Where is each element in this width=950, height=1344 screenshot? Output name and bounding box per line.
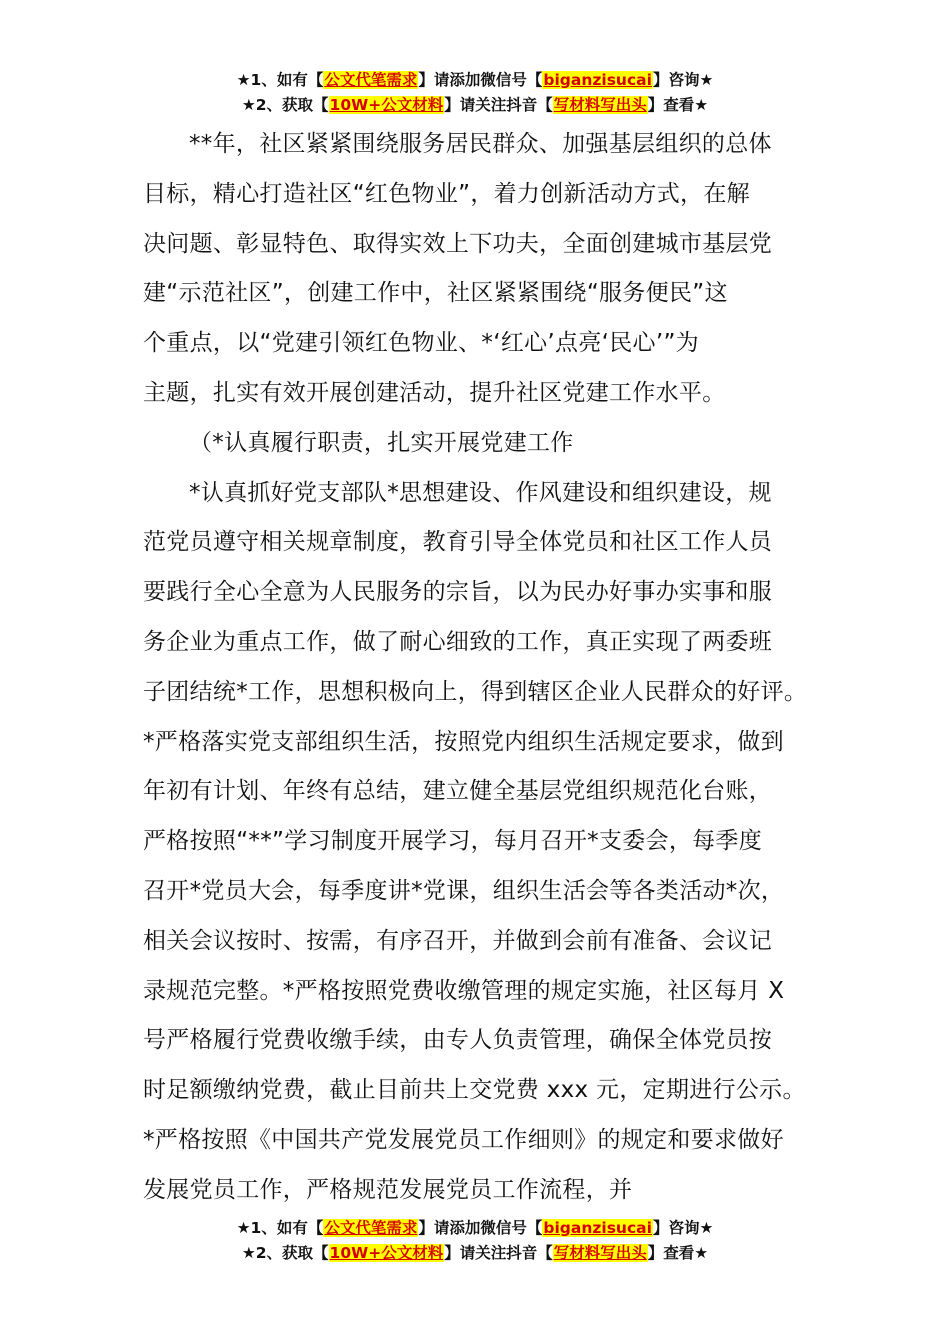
banner-text: ★1、如有【: [236, 1219, 324, 1237]
footer-banner: [0, 1216, 950, 1266]
highlight-materials: 10W+公文材料: [329, 96, 444, 114]
banner-text: 】查看★: [647, 96, 709, 114]
body-line: 范党员遵守相关规章制度，教育引导全体党员和社区工作人员: [143, 529, 773, 556]
banner-text: 】请关注抖音【: [444, 1244, 553, 1262]
body-line: 主题，扎实有效开展创建活动，提升社区党建工作水平。: [143, 379, 726, 406]
banner-text: ★2、获取【: [241, 96, 329, 114]
highlight-service: 公文代笔需求: [324, 1219, 418, 1237]
body-line: 录规范完整。*严格按照党费收缴管理的规定实施，社区每月 X: [143, 977, 785, 1004]
body-line: 号严格履行党费收缴手续，由专人负责管理，确保全体党员按: [143, 1027, 773, 1054]
highlight-douyin-account: 写材料写出头: [553, 96, 647, 114]
body-line: *严格按照《中国共产党发展党员工作细则》的规定和要求做好: [143, 1126, 784, 1153]
banner-text: ★2、获取【: [241, 1244, 329, 1262]
banner-text: 】咨询★: [652, 71, 714, 89]
banner-line-1: [0, 1216, 950, 1241]
banner-text: 】请关注抖音【: [444, 96, 553, 114]
banner-line-2: [0, 1241, 950, 1266]
body-line: 严格按照“**”学习制度开展学习，每月召开*支委会，每季度: [143, 828, 763, 855]
body-line: 年初有计划、年终有总结，建立健全基层党组织规范化台账，: [143, 778, 773, 805]
body-line: 要践行全心全意为人民服务的宗旨，以为民办好事办实事和服: [143, 579, 773, 606]
body-line: *严格落实党支部组织生活，按照党内组织生活规定要求，做到: [143, 728, 784, 755]
body-line: *认真抓好党支部队*思想建设、作风建设和组织建设，规: [189, 479, 772, 506]
body-line: 召开*党员大会，每季度讲*党课，组织生活会等各类活动*次，: [143, 877, 785, 904]
document-body: [143, 120, 815, 1216]
body-line: 相关会议按时、按需，有序召开，并做到会前有准备、会议记: [143, 927, 773, 954]
banner-text: 】查看★: [647, 1244, 709, 1262]
highlight-wechat-id: biganzisucai: [543, 71, 652, 89]
banner-text: 】请添加微信号【: [418, 1219, 543, 1237]
highlight-service: 公文代笔需求: [324, 71, 418, 89]
body-line: 决问题、彰显特色、取得实效上下功夫，全面创建城市基层党: [143, 230, 773, 257]
body-line: **年，社区紧紧围绕服务居民群众、加强基层组织的总体: [189, 131, 772, 157]
body-line: 时足额缴纳党费，截止目前共上交党费 xxx 元，定期进行公示。: [143, 1077, 806, 1104]
highlight-douyin-account: 写材料写出头: [553, 1244, 647, 1262]
body-line: 建“示范社区”，创建工作中，社区紧紧围绕“服务便民”这: [143, 280, 728, 307]
banner-text: 】咨询★: [652, 1219, 714, 1237]
body-line: 子团结统*工作，思想积极向上，得到辖区企业人民群众的好评。: [143, 678, 808, 705]
banner-text: ★1、如有【: [236, 71, 324, 89]
section-heading: （*认真履行职责，扎实开展党建工作: [189, 429, 574, 456]
body-line: 务企业为重点工作，做了耐心细致的工作，真正实现了两委班: [143, 628, 773, 655]
banner-line-1: [0, 68, 950, 93]
body-line: 个重点，以“党建引领红色物业、*‘红心’点亮‘民心’”为: [143, 330, 699, 357]
banner-line-2: [0, 93, 950, 118]
highlight-materials: 10W+公文材料: [329, 1244, 444, 1262]
header-banner: [0, 68, 950, 118]
banner-text: 】请添加微信号【: [418, 71, 543, 89]
body-line: 发展党员工作，严格规范发展党员工作流程，并: [143, 1176, 633, 1203]
body-line: 目标，精心打造社区“红色物业”，着力创新活动方式，在解: [143, 180, 750, 207]
highlight-wechat-id: biganzisucai: [543, 1219, 652, 1237]
